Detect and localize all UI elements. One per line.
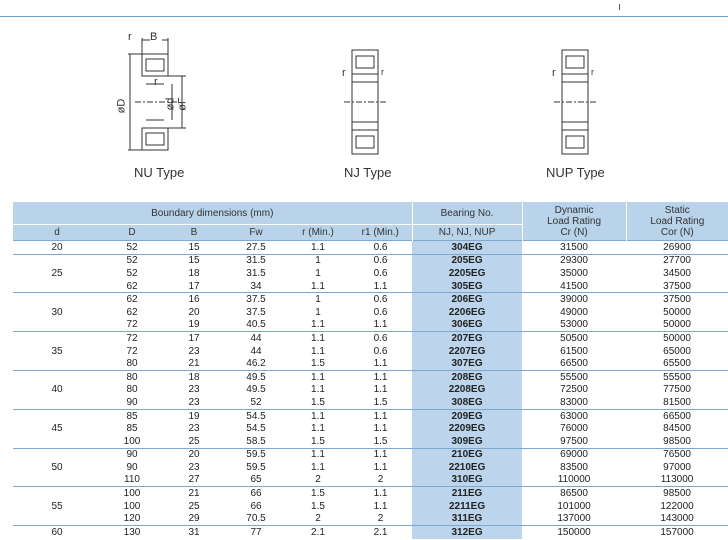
static-rating-cell: 65500 bbox=[663, 358, 691, 370]
r-min-cell: 1.1 bbox=[311, 461, 325, 473]
table-row bbox=[13, 267, 728, 280]
r1-min-cell: 1.1 bbox=[373, 358, 388, 370]
fw-cell: 46.2 bbox=[246, 358, 266, 370]
dynamic-rating-cell: 83500 bbox=[560, 461, 588, 473]
bearing-no-cell: 306EG bbox=[412, 319, 522, 332]
table-row bbox=[13, 422, 728, 435]
table-row bbox=[13, 241, 728, 255]
width-cell: 23 bbox=[188, 345, 200, 357]
width-cell: 23 bbox=[188, 384, 200, 396]
table-row bbox=[13, 448, 728, 461]
col-r-min: r (Min.) bbox=[287, 225, 349, 241]
outer-diameter-cell: 100 bbox=[101, 487, 163, 500]
fw-cell: 66 bbox=[250, 500, 262, 512]
r1-min-cell: 1.5 bbox=[373, 396, 388, 408]
table-row bbox=[13, 409, 728, 422]
nj-bearing-drawing bbox=[330, 28, 420, 168]
bore-diameter-cell: 60 bbox=[13, 526, 101, 539]
static-rating-cell: 65000 bbox=[663, 345, 691, 357]
fw-cell: 37.5 bbox=[246, 306, 266, 318]
width-cell: 18 bbox=[188, 267, 200, 279]
fw-cell: 77 bbox=[225, 526, 287, 539]
static-rating-cell: 143000 bbox=[660, 513, 694, 525]
dynamic-rating-cell: 49000 bbox=[560, 306, 588, 318]
nu-label-r: r bbox=[128, 31, 132, 43]
r1-min-cell: 1.1 bbox=[373, 500, 388, 512]
dynamic-rating-cell: 150000 bbox=[522, 526, 626, 539]
bore-diameter-cell: 45 bbox=[13, 409, 101, 448]
r1-min-cell: 0.6 bbox=[373, 306, 388, 318]
table-row bbox=[13, 345, 728, 358]
r1-min-cell: 1.1 bbox=[373, 319, 388, 331]
bearing-no-cell: 304EG bbox=[412, 241, 522, 255]
fw-cell: 65 bbox=[250, 474, 262, 486]
nu-label-b: B bbox=[150, 31, 158, 43]
r-min-cell: 1.5 bbox=[311, 500, 325, 512]
r-min-cell: 1.1 bbox=[311, 384, 325, 396]
dynamic-rating-cell: 76000 bbox=[560, 423, 588, 435]
table-row bbox=[13, 293, 728, 306]
bore-diameter-cell: 55 bbox=[13, 487, 101, 526]
bearing-no-cell: 2207EG bbox=[412, 345, 522, 358]
r1-min-cell: 1.5 bbox=[373, 435, 388, 447]
table-row bbox=[13, 370, 728, 383]
r-min-cell: 1.5 bbox=[311, 358, 325, 370]
outer-diameter-cell: 90 bbox=[126, 396, 138, 408]
nu-label-d-bore: ød bbox=[164, 97, 177, 111]
fw-cell: 70.5 bbox=[246, 513, 266, 525]
bearing-no-cell: 2210EG bbox=[412, 461, 522, 474]
bearing-no-cell: 205EG bbox=[412, 254, 522, 267]
col-d: d bbox=[13, 225, 101, 241]
bearing-no-cell: 2205EG bbox=[412, 267, 522, 280]
static-rating-cell: 50000 bbox=[663, 319, 691, 331]
table-row bbox=[13, 500, 728, 513]
bearing-no-cell: 207EG bbox=[412, 332, 522, 345]
fw-cell: 66 bbox=[225, 487, 287, 500]
r-min-cell: 1.1 bbox=[311, 345, 325, 357]
width-cell: 15 bbox=[163, 241, 225, 255]
dynamic-rating-cell: 35000 bbox=[560, 267, 588, 279]
bearing-no-cell: 209EG bbox=[412, 409, 522, 422]
r-min-cell: 1.1 bbox=[311, 280, 325, 292]
width-cell: 27 bbox=[188, 474, 200, 486]
static-rating-cell: 157000 bbox=[626, 526, 728, 539]
bearing-no-cell: 305EG bbox=[412, 280, 522, 293]
nj-label-r: r bbox=[342, 67, 346, 79]
table-row bbox=[13, 461, 728, 474]
table-row bbox=[13, 512, 728, 525]
dynamic-rating-cell: 61500 bbox=[560, 345, 588, 357]
dynamic-rating-cell: 97500 bbox=[560, 435, 588, 447]
r-min-cell: 1.1 bbox=[287, 241, 349, 255]
bearing-no-cell: 211EG bbox=[412, 487, 522, 500]
col-r1-min: r1 (Min.) bbox=[349, 225, 412, 241]
dynamic-line-3: Cr (N) bbox=[560, 226, 588, 238]
r-min-cell: 1.1 bbox=[287, 370, 349, 383]
nup-bearing-drawing bbox=[540, 28, 630, 168]
r1-min-cell: 1.1 bbox=[349, 370, 412, 383]
table-row bbox=[13, 487, 728, 500]
static-rating-cell: 81500 bbox=[663, 396, 691, 408]
r1-min-cell: 1.1 bbox=[373, 384, 388, 396]
static-line-2: Load Rating bbox=[650, 215, 705, 227]
dynamic-rating-cell: 110000 bbox=[557, 474, 591, 486]
dynamic-line-1: Dynamic bbox=[554, 204, 594, 216]
bearing-no-cell: 2209EG bbox=[412, 422, 522, 435]
fw-cell: 59.5 bbox=[246, 461, 266, 473]
outer-diameter-cell: 90 bbox=[101, 448, 163, 461]
static-rating-cell: 55500 bbox=[626, 370, 728, 383]
table-row bbox=[13, 280, 728, 293]
width-cell: 20 bbox=[163, 448, 225, 461]
fw-cell: 54.5 bbox=[225, 409, 287, 422]
r1-min-cell: 0.6 bbox=[373, 345, 388, 357]
top-tick-mark bbox=[619, 4, 620, 10]
table-row bbox=[13, 526, 728, 539]
bearing-no-cell: 308EG bbox=[412, 396, 522, 409]
width-cell: 21 bbox=[188, 358, 200, 370]
static-rating-cell: 84500 bbox=[663, 423, 691, 435]
r-min-cell: 1 bbox=[287, 293, 349, 306]
r1-min-cell: 0.6 bbox=[349, 332, 412, 345]
r-min-cell: 1.1 bbox=[287, 448, 349, 461]
dynamic-rating-cell: 66500 bbox=[560, 358, 588, 370]
dynamic-rating-cell: 101000 bbox=[557, 500, 591, 512]
width-cell: 23 bbox=[188, 423, 200, 435]
static-rating-cell: 122000 bbox=[660, 500, 694, 512]
outer-diameter-cell: 52 bbox=[126, 267, 138, 279]
width-cell: 15 bbox=[163, 254, 225, 267]
r-min-cell: 2 bbox=[315, 474, 321, 486]
r-min-cell: 1.5 bbox=[311, 396, 325, 408]
static-rating-cell: 113000 bbox=[660, 474, 694, 486]
dynamic-line-2: Load Rating bbox=[547, 215, 602, 227]
outer-diameter-cell: 110 bbox=[124, 474, 140, 486]
width-cell: 17 bbox=[188, 280, 200, 292]
nu-label-fw: øF bbox=[176, 97, 189, 111]
bore-diameter-cell: 50 bbox=[13, 448, 101, 487]
nu-label-d-outer: øD bbox=[115, 98, 128, 114]
dynamic-rating-cell: 53000 bbox=[560, 319, 588, 331]
bore-diameter-cell: 20 bbox=[13, 241, 101, 255]
table-row bbox=[13, 396, 728, 409]
dynamic-rating-cell: 63000 bbox=[522, 409, 626, 422]
static-rating-cell: 97000 bbox=[663, 461, 691, 473]
col-b: B bbox=[163, 225, 225, 241]
bearing-no-cell: 2208EG bbox=[412, 384, 522, 397]
fw-cell: 49.5 bbox=[246, 384, 266, 396]
fw-cell: 44 bbox=[225, 332, 287, 345]
bearing-no-cell: 210EG bbox=[412, 448, 522, 461]
dynamic-load-header bbox=[522, 202, 626, 241]
table-row bbox=[13, 474, 728, 487]
table-row bbox=[13, 319, 728, 332]
nup-type-caption: NUP Type bbox=[546, 165, 605, 180]
dynamic-rating-cell: 29300 bbox=[522, 254, 626, 267]
r1-min-cell: 0.6 bbox=[373, 267, 388, 279]
r1-min-cell: 1.1 bbox=[373, 280, 388, 292]
width-cell: 23 bbox=[188, 396, 200, 408]
table-row bbox=[13, 332, 728, 345]
fw-cell: 44 bbox=[250, 345, 262, 357]
r-min-cell: 1.1 bbox=[311, 423, 325, 435]
nj-type-diagram bbox=[330, 28, 420, 188]
r1-min-cell: 1.1 bbox=[373, 461, 388, 473]
outer-diameter-cell: 85 bbox=[101, 409, 163, 422]
dynamic-rating-cell: 69000 bbox=[522, 448, 626, 461]
top-rule bbox=[0, 16, 728, 17]
r1-min-cell: 1.1 bbox=[349, 487, 412, 500]
bearing-no-cell: 206EG bbox=[412, 293, 522, 306]
dynamic-rating-cell: 83000 bbox=[560, 396, 588, 408]
r1-min-cell: 0.6 bbox=[349, 254, 412, 267]
outer-diameter-cell: 100 bbox=[123, 500, 141, 512]
dynamic-rating-cell: 31500 bbox=[522, 241, 626, 255]
r-min-cell: 2.1 bbox=[287, 526, 349, 539]
outer-diameter-cell: 52 bbox=[101, 254, 163, 267]
static-rating-cell: 34500 bbox=[663, 267, 691, 279]
outer-diameter-cell: 120 bbox=[123, 513, 141, 525]
outer-diameter-cell: 80 bbox=[101, 370, 163, 383]
nu-type-diagram bbox=[110, 28, 220, 188]
width-cell: 25 bbox=[188, 435, 200, 447]
fw-cell: 31.5 bbox=[246, 267, 266, 279]
nu-type-caption: NU Type bbox=[134, 165, 185, 180]
bearing-no-cell: 309EG bbox=[412, 435, 522, 448]
nu-label-r1: r bbox=[154, 76, 158, 88]
r1-min-cell: 2.1 bbox=[349, 526, 412, 539]
dynamic-rating-cell: 39000 bbox=[522, 293, 626, 306]
width-cell: 25 bbox=[188, 500, 200, 512]
dynamic-rating-cell: 72500 bbox=[560, 384, 588, 396]
table-body bbox=[13, 241, 728, 539]
nj-type-caption: NJ Type bbox=[344, 165, 392, 180]
bearing-no-cell: 307EG bbox=[412, 357, 522, 370]
outer-diameter-cell: 80 bbox=[126, 358, 138, 370]
nup-label-r: r bbox=[552, 67, 556, 79]
r1-min-cell: 2 bbox=[377, 513, 384, 525]
static-rating-cell: 27700 bbox=[626, 254, 728, 267]
bearing-spec-table bbox=[13, 202, 728, 539]
col-fw: Fw bbox=[225, 225, 287, 241]
fw-cell: 40.5 bbox=[246, 319, 266, 331]
static-rating-cell: 50000 bbox=[626, 332, 728, 345]
bearing-no-cell: 208EG bbox=[412, 370, 522, 383]
r1-min-cell: 1.1 bbox=[349, 448, 412, 461]
table-row bbox=[13, 384, 728, 397]
bearing-no-cell: 312EG bbox=[412, 526, 522, 539]
static-line-3: Cor (N) bbox=[660, 226, 694, 238]
bearing-no-header: Bearing No. bbox=[412, 202, 522, 225]
static-rating-cell: 50000 bbox=[663, 306, 691, 318]
table-row bbox=[13, 254, 728, 267]
nup-type-diagram bbox=[540, 28, 630, 188]
fw-cell: 34 bbox=[250, 280, 262, 292]
fw-cell: 58.5 bbox=[246, 435, 266, 447]
static-rating-cell: 98500 bbox=[626, 487, 728, 500]
static-rating-cell: 26900 bbox=[626, 241, 728, 255]
outer-diameter-cell: 80 bbox=[126, 384, 138, 396]
outer-diameter-cell: 100 bbox=[123, 435, 141, 447]
outer-diameter-cell: 62 bbox=[126, 280, 138, 292]
table-row bbox=[13, 306, 728, 319]
width-cell: 21 bbox=[163, 487, 225, 500]
width-cell: 16 bbox=[163, 293, 225, 306]
dynamic-rating-cell: 50500 bbox=[522, 332, 626, 345]
static-rating-cell: 37500 bbox=[626, 293, 728, 306]
fw-cell: 59.5 bbox=[225, 448, 287, 461]
width-cell: 19 bbox=[188, 319, 200, 331]
static-line-1: Static bbox=[664, 204, 690, 216]
outer-diameter-cell: 52 bbox=[101, 241, 163, 255]
static-rating-cell: 77500 bbox=[663, 384, 691, 396]
width-cell: 23 bbox=[188, 461, 200, 473]
width-cell: 31 bbox=[163, 526, 225, 539]
r-min-cell: 1.1 bbox=[287, 409, 349, 422]
outer-diameter-cell: 62 bbox=[101, 293, 163, 306]
fw-cell: 52 bbox=[250, 396, 262, 408]
bore-diameter-cell: 25 bbox=[13, 254, 101, 293]
r-min-cell: 1 bbox=[315, 306, 321, 318]
dynamic-rating-cell: 55500 bbox=[522, 370, 626, 383]
r-min-cell: 1 bbox=[287, 254, 349, 267]
bearing-no-cell: 311EG bbox=[412, 512, 522, 525]
fw-cell: 54.5 bbox=[246, 423, 266, 435]
width-cell: 18 bbox=[163, 370, 225, 383]
bearing-no-cell: 310EG bbox=[412, 474, 522, 487]
bearing-no-cell: 2211EG bbox=[412, 500, 522, 513]
nj-label-r1: r bbox=[381, 67, 384, 77]
r-min-cell: 1.5 bbox=[287, 487, 349, 500]
outer-diameter-cell: 72 bbox=[126, 345, 138, 357]
static-rating-cell: 37500 bbox=[663, 280, 691, 292]
r-min-cell: 2 bbox=[315, 513, 321, 525]
r1-min-cell: 0.6 bbox=[349, 241, 412, 255]
width-cell: 29 bbox=[188, 513, 200, 525]
col-bearing-types: NJ, NJ, NUP bbox=[412, 225, 522, 241]
outer-diameter-cell: 130 bbox=[101, 526, 163, 539]
bore-diameter-cell: 30 bbox=[13, 293, 101, 332]
outer-diameter-cell: 72 bbox=[101, 332, 163, 345]
bore-diameter-cell: 40 bbox=[13, 370, 101, 409]
nup-label-r1: r bbox=[591, 67, 594, 77]
static-rating-cell: 66500 bbox=[626, 409, 728, 422]
static-rating-cell: 98500 bbox=[663, 435, 691, 447]
r-min-cell: 1.1 bbox=[311, 319, 325, 331]
bore-diameter-cell: 35 bbox=[13, 332, 101, 371]
width-cell: 19 bbox=[163, 409, 225, 422]
outer-diameter-cell: 62 bbox=[126, 306, 138, 318]
dynamic-rating-cell: 41500 bbox=[560, 280, 588, 292]
col-outer-d: D bbox=[101, 225, 163, 241]
r-min-cell: 1.1 bbox=[287, 332, 349, 345]
dynamic-rating-cell: 137000 bbox=[557, 513, 591, 525]
r1-min-cell: 0.6 bbox=[349, 293, 412, 306]
bearing-no-cell: 2206EG bbox=[412, 306, 522, 319]
outer-diameter-cell: 85 bbox=[126, 423, 138, 435]
static-rating-cell: 76500 bbox=[626, 448, 728, 461]
width-cell: 17 bbox=[163, 332, 225, 345]
static-load-header bbox=[626, 202, 728, 241]
table-row bbox=[13, 357, 728, 370]
table-row bbox=[13, 435, 728, 448]
r1-min-cell: 1.1 bbox=[373, 423, 388, 435]
fw-cell: 31.5 bbox=[225, 254, 287, 267]
r1-min-cell: 1.1 bbox=[349, 409, 412, 422]
r1-min-cell: 2 bbox=[377, 474, 384, 486]
width-cell: 20 bbox=[188, 306, 200, 318]
fw-cell: 27.5 bbox=[225, 241, 287, 255]
boundary-dimensions-header: Boundary dimensions (mm) bbox=[13, 202, 412, 225]
outer-diameter-cell: 72 bbox=[126, 319, 138, 331]
r-min-cell: 1 bbox=[315, 267, 321, 279]
r-min-cell: 1.5 bbox=[311, 435, 325, 447]
fw-cell: 49.5 bbox=[225, 370, 287, 383]
dynamic-rating-cell: 86500 bbox=[522, 487, 626, 500]
outer-diameter-cell: 90 bbox=[126, 461, 138, 473]
fw-cell: 37.5 bbox=[225, 293, 287, 306]
